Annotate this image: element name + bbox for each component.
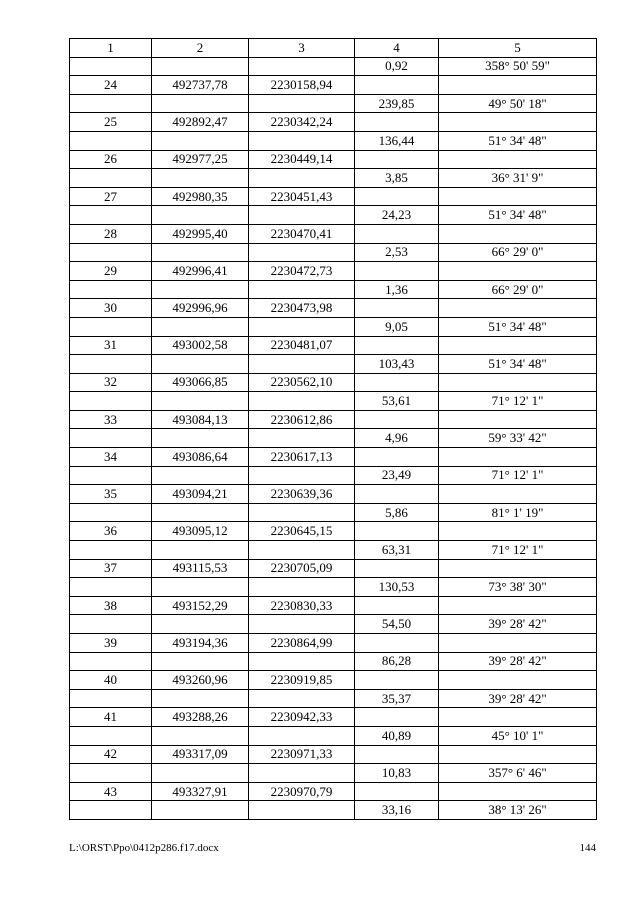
table-cell: 2230612,86 — [249, 410, 355, 429]
table-cell — [355, 113, 439, 132]
table-row — [70, 652, 597, 671]
table-row — [70, 131, 597, 150]
table-cell: 86,28 — [355, 652, 439, 671]
table-row — [70, 745, 597, 764]
table-row — [70, 801, 597, 820]
table-cell — [249, 206, 355, 225]
table-cell — [249, 280, 355, 299]
table-cell — [152, 57, 249, 76]
table-cell — [249, 243, 355, 262]
table-cell: 2230449,14 — [249, 150, 355, 169]
table-cell — [152, 429, 249, 448]
table-cell: 59° 33' 42" — [439, 429, 597, 448]
table-cell — [70, 578, 152, 597]
table-cell — [152, 94, 249, 113]
table-cell — [439, 522, 597, 541]
table-cell: 23,49 — [355, 466, 439, 485]
table-cell: 71° 12' 1" — [439, 541, 597, 560]
table-cell — [439, 410, 597, 429]
table-cell — [355, 76, 439, 95]
table-cell — [152, 541, 249, 560]
column-header: 2 — [152, 39, 249, 58]
table-row — [70, 429, 597, 448]
table-row — [70, 503, 597, 522]
table-cell: 32 — [70, 373, 152, 392]
table-cell: 130,53 — [355, 578, 439, 597]
table-cell: 493094,21 — [152, 485, 249, 504]
table-cell: 36° 31' 9" — [439, 169, 597, 188]
table-cell: 26 — [70, 150, 152, 169]
table-cell: 2230472,73 — [249, 262, 355, 281]
table-cell: 2230342,24 — [249, 113, 355, 132]
table-cell — [152, 355, 249, 374]
table-cell — [152, 280, 249, 299]
table-row — [70, 299, 597, 318]
table-cell — [249, 94, 355, 113]
table-cell — [439, 150, 597, 169]
table-cell: 492995,40 — [152, 224, 249, 243]
table-cell: 493327,91 — [152, 782, 249, 801]
table-cell — [355, 559, 439, 578]
table-row — [70, 150, 597, 169]
table-cell: 0,92 — [355, 57, 439, 76]
table-cell — [439, 745, 597, 764]
table-cell — [70, 317, 152, 336]
table-cell: 40 — [70, 671, 152, 690]
table-cell — [355, 596, 439, 615]
table-cell: 2230970,79 — [249, 782, 355, 801]
table-row — [70, 466, 597, 485]
table-cell — [439, 782, 597, 801]
table-cell — [355, 150, 439, 169]
table-cell — [439, 559, 597, 578]
table-cell: 492977,25 — [152, 150, 249, 169]
table-cell: 51° 34' 48" — [439, 355, 597, 374]
table-row — [70, 392, 597, 411]
table-cell: 71° 12' 1" — [439, 392, 597, 411]
table-cell: 33,16 — [355, 801, 439, 820]
table-cell — [249, 169, 355, 188]
table-cell: 25 — [70, 113, 152, 132]
table-cell: 38° 13' 26" — [439, 801, 597, 820]
table-cell: 2230639,36 — [249, 485, 355, 504]
table-cell: 493260,96 — [152, 671, 249, 690]
table-cell — [70, 392, 152, 411]
table-cell: 493317,09 — [152, 745, 249, 764]
table-cell: 66° 29' 0" — [439, 243, 597, 262]
table-cell: 51° 34' 48" — [439, 317, 597, 336]
table-cell — [152, 578, 249, 597]
table-cell — [152, 764, 249, 783]
table-row — [70, 262, 597, 281]
table-row — [70, 76, 597, 95]
table-cell: 73° 38' 30" — [439, 578, 597, 597]
table-cell — [70, 243, 152, 262]
table-cell: 493288,26 — [152, 708, 249, 727]
table-row — [70, 187, 597, 206]
table-cell: 2230451,43 — [249, 187, 355, 206]
table-cell: 29 — [70, 262, 152, 281]
table-cell — [355, 299, 439, 318]
table-cell — [355, 634, 439, 653]
table-cell — [439, 224, 597, 243]
table-cell — [439, 373, 597, 392]
table-cell: 493194,36 — [152, 634, 249, 653]
table-row — [70, 336, 597, 355]
table-cell — [152, 726, 249, 745]
table-cell: 54,50 — [355, 615, 439, 634]
table-row — [70, 596, 597, 615]
table-cell: 239,85 — [355, 94, 439, 113]
table-row — [70, 671, 597, 690]
table-cell — [249, 355, 355, 374]
table-cell — [70, 615, 152, 634]
table-cell: 9,05 — [355, 317, 439, 336]
table-cell — [439, 113, 597, 132]
table-cell: 2230864,99 — [249, 634, 355, 653]
table-row — [70, 57, 597, 76]
table-cell — [70, 280, 152, 299]
table-cell — [439, 708, 597, 727]
table-row — [70, 782, 597, 801]
table-cell — [152, 317, 249, 336]
table-cell — [70, 57, 152, 76]
table-cell: 358° 50' 59" — [439, 57, 597, 76]
table-cell: 66° 29' 0" — [439, 280, 597, 299]
table-cell: 53,61 — [355, 392, 439, 411]
table-row — [70, 169, 597, 188]
table-cell: 2230158,94 — [249, 76, 355, 95]
table-cell: 492996,96 — [152, 299, 249, 318]
table-cell — [439, 671, 597, 690]
table-cell: 24,23 — [355, 206, 439, 225]
table-cell: 492980,35 — [152, 187, 249, 206]
table-cell — [70, 131, 152, 150]
table-cell — [355, 410, 439, 429]
table-cell: 63,31 — [355, 541, 439, 560]
table-cell — [439, 76, 597, 95]
table-cell — [70, 355, 152, 374]
table-cell: 136,44 — [355, 131, 439, 150]
table-cell: 1,36 — [355, 280, 439, 299]
table-cell — [249, 689, 355, 708]
table-cell — [355, 224, 439, 243]
table-cell: 37 — [70, 559, 152, 578]
table-cell — [355, 745, 439, 764]
table-cell — [439, 596, 597, 615]
table-cell: 33 — [70, 410, 152, 429]
column-header: 4 — [355, 39, 439, 58]
table-cell — [152, 131, 249, 150]
table-cell: 31 — [70, 336, 152, 355]
table-cell — [249, 615, 355, 634]
table-cell — [152, 206, 249, 225]
table-cell — [249, 317, 355, 336]
table-cell — [355, 522, 439, 541]
table-cell — [249, 541, 355, 560]
table-row — [70, 522, 597, 541]
table-cell: 28 — [70, 224, 152, 243]
table-cell: 493084,13 — [152, 410, 249, 429]
table-cell — [152, 801, 249, 820]
table-cell: 2230562,10 — [249, 373, 355, 392]
table-row — [70, 317, 597, 336]
table-cell: 492892,47 — [152, 113, 249, 132]
table-cell — [439, 448, 597, 467]
table-row — [70, 485, 597, 504]
table-cell: 81° 1' 19" — [439, 503, 597, 522]
table-cell — [249, 726, 355, 745]
table-body — [70, 57, 597, 819]
table-row — [70, 726, 597, 745]
table-cell: 39 — [70, 634, 152, 653]
table-cell — [70, 689, 152, 708]
table-row — [70, 689, 597, 708]
table-cell: 493152,29 — [152, 596, 249, 615]
table-cell — [70, 206, 152, 225]
table-cell — [249, 503, 355, 522]
table-row — [70, 373, 597, 392]
table-cell: 39° 28' 42" — [439, 689, 597, 708]
table-cell: 493086,64 — [152, 448, 249, 467]
table-cell: 40,89 — [355, 726, 439, 745]
table-cell — [249, 652, 355, 671]
table-cell: 493002,58 — [152, 336, 249, 355]
table-cell: 49° 50' 18" — [439, 94, 597, 113]
table-cell — [249, 764, 355, 783]
table-cell: 2230830,33 — [249, 596, 355, 615]
table-cell — [439, 634, 597, 653]
table-cell — [70, 801, 152, 820]
table-cell — [249, 578, 355, 597]
table-cell: 2230470,41 — [249, 224, 355, 243]
table-cell: 34 — [70, 448, 152, 467]
table-cell — [152, 466, 249, 485]
table-cell — [152, 243, 249, 262]
table-cell — [249, 57, 355, 76]
table-cell — [70, 429, 152, 448]
table-cell — [70, 503, 152, 522]
column-header: 1 — [70, 39, 152, 58]
coordinates-table — [69, 38, 597, 820]
table-cell — [439, 262, 597, 281]
table-row — [70, 448, 597, 467]
table-cell — [152, 503, 249, 522]
table-cell — [355, 373, 439, 392]
table-cell — [355, 187, 439, 206]
table-row — [70, 206, 597, 225]
table-cell: 71° 12' 1" — [439, 466, 597, 485]
table-cell: 35 — [70, 485, 152, 504]
table-row — [70, 634, 597, 653]
table-cell — [152, 652, 249, 671]
table-header-row — [70, 39, 597, 58]
table-cell: 493066,85 — [152, 373, 249, 392]
table-cell: 492737,78 — [152, 76, 249, 95]
table-cell — [70, 764, 152, 783]
table-row — [70, 541, 597, 560]
table-row — [70, 578, 597, 597]
table-cell: 4,96 — [355, 429, 439, 448]
table-cell — [439, 299, 597, 318]
table-cell: 2230617,13 — [249, 448, 355, 467]
table-cell: 38 — [70, 596, 152, 615]
table-row — [70, 615, 597, 634]
table-cell — [152, 615, 249, 634]
table-cell — [70, 466, 152, 485]
table-row — [70, 224, 597, 243]
table-cell: 51° 34' 48" — [439, 206, 597, 225]
table-row — [70, 94, 597, 113]
table-cell — [439, 187, 597, 206]
table-cell: 492996,41 — [152, 262, 249, 281]
table-cell — [249, 429, 355, 448]
table-cell — [249, 392, 355, 411]
table-cell — [439, 485, 597, 504]
table-cell — [355, 708, 439, 727]
table-cell: 3,85 — [355, 169, 439, 188]
table-cell — [70, 94, 152, 113]
table-cell: 35,37 — [355, 689, 439, 708]
table-cell: 24 — [70, 76, 152, 95]
table-row — [70, 559, 597, 578]
table-cell — [70, 652, 152, 671]
table-row — [70, 243, 597, 262]
table-cell: 51° 34' 48" — [439, 131, 597, 150]
table-cell — [355, 485, 439, 504]
table-cell: 30 — [70, 299, 152, 318]
table-cell — [355, 671, 439, 690]
table-cell — [355, 448, 439, 467]
table-cell: 43 — [70, 782, 152, 801]
table-cell — [249, 801, 355, 820]
table-cell — [249, 131, 355, 150]
column-header: 5 — [439, 39, 597, 58]
table-cell: 39° 28' 42" — [439, 615, 597, 634]
table-cell: 2,53 — [355, 243, 439, 262]
table-cell — [355, 782, 439, 801]
footer-file-path: L:\ORST\Ppo\0412p286.f17.docx — [69, 842, 219, 854]
table-cell: 2230705,09 — [249, 559, 355, 578]
table-cell: 493115,53 — [152, 559, 249, 578]
table-cell — [70, 541, 152, 560]
table-cell: 2230971,33 — [249, 745, 355, 764]
table-cell: 41 — [70, 708, 152, 727]
table-cell — [152, 392, 249, 411]
table-cell — [70, 169, 152, 188]
footer-page-number: 144 — [579, 842, 596, 854]
table-row — [70, 410, 597, 429]
table-row — [70, 355, 597, 374]
table-row — [70, 764, 597, 783]
table-cell — [70, 726, 152, 745]
table-cell: 2230481,07 — [249, 336, 355, 355]
table-cell — [152, 689, 249, 708]
table-cell — [355, 336, 439, 355]
table-cell: 2230645,15 — [249, 522, 355, 541]
table-cell: 27 — [70, 187, 152, 206]
table-cell: 5,86 — [355, 503, 439, 522]
table-cell: 39° 28' 42" — [439, 652, 597, 671]
table-cell — [355, 262, 439, 281]
table-cell: 2230473,98 — [249, 299, 355, 318]
table-row — [70, 708, 597, 727]
table-row — [70, 280, 597, 299]
table-cell: 2230919,85 — [249, 671, 355, 690]
table-cell — [152, 169, 249, 188]
table-cell: 493095,12 — [152, 522, 249, 541]
table-cell: 10,83 — [355, 764, 439, 783]
column-header: 3 — [249, 39, 355, 58]
table-cell: 2230942,33 — [249, 708, 355, 727]
table-row — [70, 113, 597, 132]
table-cell: 103,43 — [355, 355, 439, 374]
table-cell: 36 — [70, 522, 152, 541]
table-cell — [249, 466, 355, 485]
table-cell: 45° 10' 1" — [439, 726, 597, 745]
table-cell: 42 — [70, 745, 152, 764]
table-cell — [439, 336, 597, 355]
table-cell: 357° 6' 46" — [439, 764, 597, 783]
